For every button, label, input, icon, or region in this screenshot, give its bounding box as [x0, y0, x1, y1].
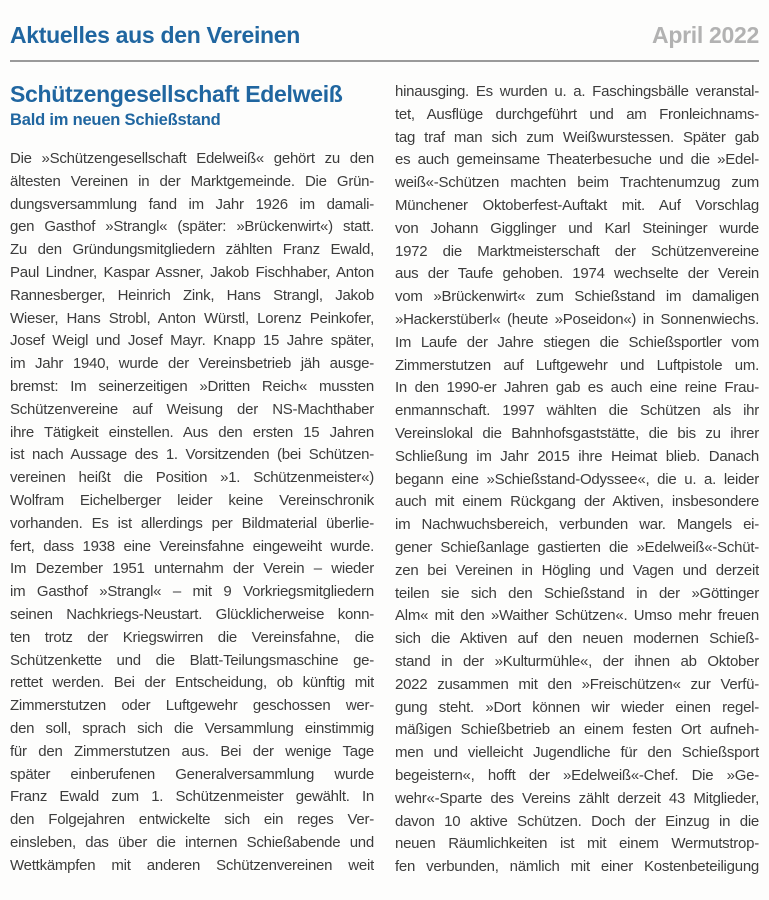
text-line: Im Dezember 1951 unternahm der Verein – wieder — [10, 560, 374, 578]
text-line: von Johann Gigglinger und Karl Steininger wurde — [395, 219, 759, 237]
article-body — [10, 81, 759, 879]
text-line: 2022 zusammen mit den »Freischützen« zur Verfü- — [395, 675, 759, 693]
text-line: Zimmerstutzen auf Luftgewehr und Luftpistole um. — [395, 356, 759, 374]
text-line: zen bei Vereinen in Högling und Vagen und derzeit — [395, 561, 759, 579]
text-line: tag traf man sich zum Weißwurstessen. Später gab — [395, 128, 759, 146]
text-line: dungsversammlung fand im Jahr 1926 im damali- — [10, 195, 374, 213]
article-text-right — [395, 81, 759, 879]
text-line: fen verbunden, nämlich mit einer Kostenbeteiligung — [395, 858, 759, 876]
text-line: Alm« mit den »Waither Schützen«. Umso mehr freuen — [395, 607, 759, 625]
text-line: seinen Nachkriegs-Neustart. Glücklicherweise konn- — [10, 605, 374, 623]
text-line: ten trotz der Kriegswirren die Vereinsfahne, die — [10, 628, 374, 646]
text-line: Schließung im Jahr 2015 ihre Heimat blieb. Danach — [395, 447, 759, 465]
text-line: gung steht. »Dort können wir wieder einen regel- — [395, 698, 759, 716]
text-line: davon 10 aktive Schützen. Doch der Einzug in die — [395, 812, 759, 830]
text-line: »Hackerstüberl« (heute »Poseidon«) in Sonnenwiechs. — [395, 310, 759, 328]
text-line: aus der Taufe gehoben. 1974 wechselte der Verein — [395, 265, 759, 283]
text-line: einsleben, das über die internen Schießabende und — [10, 833, 374, 851]
text-line: Schützenvereine auf Weisung der NS-Machthaber — [10, 400, 374, 418]
text-line: Zu den Gründungsmitgliedern zählten Franz Ewald, — [10, 241, 374, 259]
text-line: vereinen heißt die Position »1. Schützenmeister«) — [10, 469, 374, 487]
text-line: vom »Brückenwirt« zum Schießstand im damaligen — [395, 288, 759, 306]
section-title: Aktuelles aus den Vereinen — [10, 22, 301, 48]
issue-date: April 2022 — [652, 22, 759, 48]
right-column — [395, 81, 759, 879]
text-line: Wettkämpfen mit anderen Schützenvereinen weit — [10, 856, 374, 874]
text-line: im Nachwuchsbereich, verbunden war. Mangels ei- — [395, 516, 759, 534]
text-line: rettet werden. Bei der Entscheidung, ob künftig mit — [10, 674, 374, 692]
text-line: Paul Lindner, Kaspar Assner, Jakob Fischhaber, Anton — [10, 263, 374, 281]
text-line: begeistern«, hofft der »Edelweiß«-Chef. Die »Ge- — [395, 766, 759, 784]
text-line: ihre Tätigkeit einstellen. Aus den ersten 15 Jahren — [10, 423, 374, 441]
text-line: Wolfram Eichelberger leider keine Vereinschronik — [10, 491, 374, 509]
page-header — [10, 20, 759, 50]
text-line: Rannesberger, Heinrich Zink, Hans Strangl, Jakob — [10, 286, 374, 304]
text-line: den soll, sprach sich die Versammlung einstimmig — [10, 719, 374, 737]
text-line: im Jahr 1940, wurde der Vereinsbetrieb jäh ausge- — [10, 355, 374, 373]
text-line: begann eine »Schießstand-Odyssee«, die u. a. leider — [395, 470, 759, 488]
text-line: Wieser, Hans Strobl, Anton Würstl, Lorenz Peinkofer, — [10, 309, 374, 327]
text-line: Münchener Oktoberfest-Auftakt mit. Auf Vorschlag — [395, 196, 759, 214]
text-line: vorhanden. Es ist allerdings per Bildmaterial überlie- — [10, 514, 374, 532]
text-line: hinausging. Es wurden u. a. Faschingsbälle veranstal- — [395, 83, 759, 100]
text-line: im Gasthof »Strangl« – mit 9 Vorkriegsmitgliedern — [10, 583, 374, 601]
text-line: Franz Ewald zum 1. Schützenmeister gewählt. In — [10, 788, 374, 806]
article-title: Schützengesellschaft Edelweiß — [10, 81, 343, 107]
text-line: Vereinslokal die Bahnhofsgaststätte, die bis zu ihrer — [395, 424, 759, 442]
text-line: enmannschaft. 1997 wählten die Schützen als ihr — [395, 402, 759, 420]
text-line: weiß«-Schützen machten beim Trachtenumzug zum — [395, 174, 759, 192]
text-line: gener Schießanlage gastierten die »Edelweiß«-Schüt- — [395, 538, 759, 556]
text-line: bremst: Im seinerzeitigen »Dritten Reich« mussten — [10, 377, 374, 395]
text-line: wehr«-Sparte des Vereins zählt derzeit 43 Mitglieder, — [395, 789, 759, 807]
text-line: stand in der »Kulturmühle«, der ihnen ab Oktober — [395, 652, 759, 670]
text-line: für den Zimmerstutzen aus. Bei der wenige Tage — [10, 742, 374, 760]
text-line: Josef Weigl und Josef Mayr. Knapp 15 Jahre später, — [10, 332, 374, 350]
text-line: Zimmerstutzen oder Luftgewehr geschossen wer- — [10, 697, 374, 715]
text-line: ältesten Vereinen in der Marktgemeinde. Die Grün- — [10, 172, 374, 190]
text-line: gen Gasthof »Strangl« (später: »Brückenwirt«) statt. — [10, 218, 374, 236]
text-line: men und vielleicht Jugendliche für den Schießsport — [395, 744, 759, 762]
text-line: sich die Aktiven auf den neuen modernen Schieß- — [395, 630, 759, 648]
text-line: es auch gemeinsame Theaterbesuche und die »Edel- — [395, 151, 759, 169]
text-line: Schützenkette und die Blatt-Teilungsmaschine ge- — [10, 651, 374, 669]
text-line: den Folgejahren entwickelte sich ein reges Ver- — [10, 811, 374, 829]
text-line: Die »Schützengesellschaft Edelweiß« gehört zu den — [10, 150, 374, 167]
text-line: mäßigen Schießbetrieb an einem festen Ort aufneh- — [395, 721, 759, 739]
text-line: teilen sie sich den Schießstand in der »Göttinger — [395, 584, 759, 602]
text-line: tet, Ausflüge durchgeführt und am Fronleichnams- — [395, 105, 759, 123]
header-rule — [10, 60, 759, 62]
text-line: 1972 die Marktmeisterschaft der Schützenvereine — [395, 242, 759, 260]
text-line: ist nach Aussage des 1. Vorsitzenden (bei Schützen- — [10, 446, 374, 464]
text-line: auch mit einem Rückgang der Aktiven, insbesondere — [395, 493, 759, 511]
text-line: Im Laufe der Jahre stiegen die Schießsportler vom — [395, 333, 759, 351]
text-line: neuen Räumlichkeiten ist mit einem Wermutstrop- — [395, 835, 759, 853]
article-subtitle: Bald im neuen Schießstand — [10, 111, 221, 129]
text-line: fert, dass 1938 eine Vereinsfahne eingeweiht wurde. — [10, 537, 374, 555]
left-column — [10, 81, 374, 879]
text-line: später einberufenen Generalversammlung wurde — [10, 765, 374, 783]
text-line: In den 1990-er Jahren gab es auch eine reine Frau- — [395, 379, 759, 397]
article-text-left — [10, 148, 374, 878]
